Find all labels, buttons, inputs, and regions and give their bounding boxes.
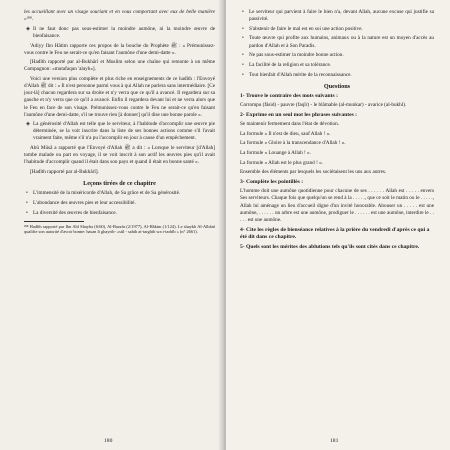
questions-heading: Questions <box>323 82 351 90</box>
question-3: 3- Complète les pointillés : <box>240 179 304 186</box>
list-item <box>24 121 215 142</box>
question-2-end: Ensemble des éléments par lesquels les sociétaisent les uns aux autres. <box>240 169 387 176</box>
right-page-body <box>240 9 434 251</box>
bullet-icon: • <box>242 25 244 32</box>
footnote: ²⁸⁸ Hadîth rapporté par Ibn Abî Shayba (6/60), Al-Bazzâr (2/1977), Al-Hâkim (1/124). Le shaykh Al-Albânî qualifie son autorité d'avoir bonne: hasan li ghayrih- «sûl - sahih at-targhib wa t-tarhîb » (n° 2661). <box>24 223 215 235</box>
question-2-item: La formule « Gloire à la transcendance d'Allah ! ». <box>240 140 346 147</box>
paragraph-text: La générosité d'Allah est telle que le serviteur, à l'habitude d'accomplir une œuvre pie déterminée, se la voit inscrire dans la liste de ses bonnes actions comme s'il l'avait vraiment faite, même s'il n'a pu l'accomplir en jour à cause d'un empêchement. <box>33 121 215 142</box>
question-2: 2- Exprime en un seul mot les phrases suivantes : <box>240 111 358 118</box>
paragraph-text: Il ne faut donc pas sous-estimer la moindre aumône, ni la moindre œuvre de bienfaisance. <box>33 25 215 39</box>
lesson-text: L'immensité de la miséricorde d'Allah, de Sa grâce et de Sa générosité. <box>33 190 181 197</box>
list-item <box>24 26 215 40</box>
lesson-text: Ne pas sous-estimer la moindre bonne action. <box>249 52 344 59</box>
list-item <box>24 210 215 217</box>
question-3-text: L'homme doit une aumône quotidienne pour chacune de ses . . . . . . Allah est . . . . . envers Ses serviteurs. Chaque fois que quelqu'un se rend à la . . . . ., que ce soit le matin ou le . . . . ., Allah lui aménage un lieu d'accueil digne d'un invité honorable. Abouser un . . . . . est une aumône, . . . . . . un arbre est une aumône, prodiguer le . . . . . . est une aumône, interdire le . . . . . est une aumône. <box>240 188 434 223</box>
paragraph: [Hadîth rapporté par al-Bukhârî et Muslim selon une chaîne qui remonte à un même Compagnon: «mutafaqun 'alayh»]. <box>24 59 215 73</box>
question-5: 5- Quels sont les mérites des ablutions tels qu'ils sont cités dans ce chapitre. <box>240 243 420 250</box>
question-2-item: La formule « Allah est le plus grand ! ». <box>240 159 323 166</box>
left-page-body <box>24 9 215 235</box>
bullet-icon: • <box>242 71 244 78</box>
bullet-icon: • <box>26 199 28 206</box>
question-2-item: La formule « Louange à Allah ! ». <box>240 149 311 156</box>
paragraph: Voici une version plus complète et plus riche en enseignements de ce hadîth : l'Envoyé d'Allah ﷺ dit : « Il n'est personne parmi vous à qui Allah ne parlera sans intermédiaire. [Ce jour-là] chacun regardera sur sa droite et n'y verra que ce qu'il a avancé. Il regardera sur sa gauche et n'y verra que ce qu'il a avancé. Enfin il regardera devant lui et ne verra alors que le Feu en face de son visage. Prémunissez-vous contre le Feu ne serait-ce qu'en faisant l'aumône d'une demi-datte, s'il ne trouve rien [à donner] qu'il dise une bonne parole ». <box>24 76 216 118</box>
lessons-heading: Leçons tirées de ce chapitre <box>83 180 156 188</box>
list-item <box>240 26 434 33</box>
lesson-text: Le serviteur qui parvient à faire le bien n'a, devant Allah, aucune excuse qui justifie sa passivité. <box>249 9 434 23</box>
list-item <box>240 72 434 79</box>
list-item <box>240 35 434 49</box>
diamond-bullet-icon: ◈ <box>26 25 30 32</box>
lesson-text: Tout bienfait d'Allah mérite de la reconnaissance. <box>249 71 352 78</box>
question-4: 4- Cite les règles de bienséance relatives à la prière du vendredi d'après ce qui a été dit dans ce chapitre. <box>240 226 430 240</box>
page-number: 181 <box>330 438 339 444</box>
question-1: 1- Trouve le contraire des mots suivants : <box>240 92 338 99</box>
question-2-text: Se maintenir fermement dans l'état de dévotion. <box>240 120 340 127</box>
list-item <box>240 9 434 23</box>
page-number: 180 <box>104 438 113 444</box>
paragraph: les accueillant avec un visage souriant et en vous comportant avec eux de belle manière »²⁸⁸. <box>24 9 215 23</box>
lesson-text: L'abondance des œuvres pies et leur accessibilité. <box>33 199 136 206</box>
bullet-icon: • <box>242 52 244 59</box>
left-page <box>0 0 224 450</box>
lesson-text: Toute œuvre qui profite aux humains, animaux ou à la nature est un moyen d'accès au pardon d'Allah et à Son Paradis. <box>249 35 434 49</box>
bullet-icon: • <box>242 35 244 42</box>
question-1-text: Corrompu (fâsid) - pauvre (faqîr) - le blâmable (al-munkar) - avarice (al-bukhl). <box>240 101 407 108</box>
list-item <box>24 190 215 197</box>
list-item <box>240 52 434 59</box>
bullet-icon: • <box>242 9 244 15</box>
right-page <box>226 0 450 450</box>
diamond-bullet-icon: ◈ <box>26 121 30 128</box>
bullet-icon: • <box>26 190 28 197</box>
list-item <box>240 62 434 69</box>
paragraph: [Hadîth rapporté par al-Bukhârî]. <box>30 169 99 176</box>
footnote-divider <box>24 221 84 222</box>
question-2-item: La formule « Il n'est de dieu, sauf Allah ! ». <box>240 130 331 137</box>
lesson-text: La diversité des œuvres de bienfaisance. <box>33 209 117 216</box>
bullet-icon: • <box>242 61 244 68</box>
bullet-icon: • <box>26 209 28 216</box>
list-item <box>24 200 215 207</box>
lesson-text: La facilité de la religion et sa tolérance. <box>249 61 332 68</box>
lesson-text: S'abstenir de faire le mal est en soi une action positive. <box>249 25 363 32</box>
paragraph: 'Adiyy Ibn Hâtim rapporte ces propos de la bouche du Prophète ﷺ : « Prémunissez-vous contre le Feu ne serait-ce qu'en faisant l'aumône d'une demi-datte ». <box>24 42 216 56</box>
paragraph: Abû Mûsâ a rapporté que l'Envoyé d'Allah ﷺ a dit : « Lorsque le serviteur [d'Allah] tombe malade ou part en voyage, il se voit inscrit à son actif les œuvres pies qu'il avait l'habitude d'accomplir quand il était dans son pays et quand il était en bonne santé ». <box>24 145 215 166</box>
